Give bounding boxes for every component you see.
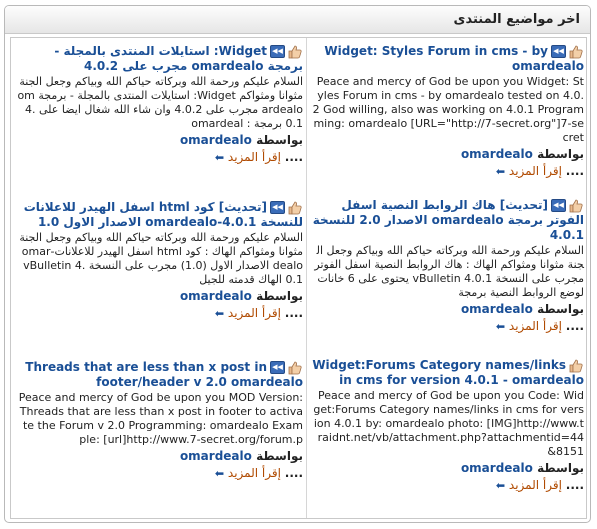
author-link[interactable]: omardealo xyxy=(179,449,252,463)
by-label: بواسطة xyxy=(537,461,584,475)
thumbs-up-icon xyxy=(568,199,584,213)
topic-item xyxy=(15,360,305,483)
read-more-row xyxy=(311,476,584,495)
topic-item xyxy=(15,44,305,167)
topic-byline xyxy=(17,448,303,464)
author-link[interactable]: omardealo xyxy=(179,133,252,147)
read-more-dots: .... xyxy=(565,164,584,178)
topic-byline xyxy=(311,146,584,162)
read-more-row xyxy=(311,317,584,336)
column-divider xyxy=(306,38,307,518)
latest-topics-panel xyxy=(4,5,591,523)
read-more-link[interactable]: إقرأ المزيد xyxy=(508,319,562,333)
topic-item xyxy=(309,358,586,495)
topic-byline xyxy=(17,288,303,304)
arrow-left-icon: ⬅ xyxy=(495,165,506,178)
arrow-left-icon: ⬅ xyxy=(495,320,506,333)
new-post-icon: ◀◀ xyxy=(270,201,285,214)
read-more-dots: .... xyxy=(284,306,303,320)
topic-title-link[interactable]: Widget: Styles Forum in cms - by omardealo xyxy=(324,44,584,73)
new-post-icon: ◀◀ xyxy=(270,361,285,374)
read-more-link[interactable]: إقرأ المزيد xyxy=(508,478,562,492)
thumbs-up-icon xyxy=(287,361,303,375)
read-more-dots: .... xyxy=(284,150,303,164)
new-post-icon: ◀◀ xyxy=(551,45,566,58)
topic-title-link[interactable]: [تحديث] هاك الروابط النصية اسفل الفوتر برمجة omardealo الاصدار 2.0 للنسخة 4.0.1 xyxy=(312,198,584,242)
topic-item xyxy=(309,198,586,336)
read-more-dots: .... xyxy=(565,319,584,333)
by-label: بواسطة xyxy=(256,449,303,463)
topic-item xyxy=(309,44,586,181)
topic-excerpt: Peace and mercy of God be upon you MOD Version: Threads that are less than x post in footer to activate the Forum v 2.0 Programming: omardealo Example: [url]http://www.7-secret.org/forum.p xyxy=(18,391,303,446)
arrow-left-icon: ⬅ xyxy=(214,151,225,164)
topics-grid xyxy=(10,37,587,519)
topic-byline xyxy=(311,460,584,476)
topic-title-link[interactable]: Widget:Forums Category names/links in cms for version 4.0.1 - omardealo xyxy=(312,358,584,387)
thumbs-up-icon xyxy=(287,201,303,215)
author-link[interactable]: omardealo xyxy=(460,461,533,475)
arrow-left-icon: ⬅ xyxy=(495,479,506,492)
read-more-link[interactable]: إقرأ المزيد xyxy=(227,306,281,320)
read-more-link[interactable]: إقرأ المزيد xyxy=(227,150,281,164)
topic-byline xyxy=(17,132,303,148)
read-more-link[interactable]: إقرأ المزيد xyxy=(227,466,281,480)
author-link[interactable]: omardealo xyxy=(460,302,533,316)
author-link[interactable]: omardealo xyxy=(179,289,252,303)
arrow-left-icon: ⬅ xyxy=(214,307,225,320)
thumbs-up-icon xyxy=(568,45,584,59)
by-label: بواسطة xyxy=(537,302,584,316)
topic-byline xyxy=(311,301,584,317)
thumbs-up-icon xyxy=(287,45,303,59)
by-label: بواسطة xyxy=(256,133,303,147)
new-post-icon: ◀◀ xyxy=(270,45,285,58)
topic-excerpt: Peace and mercy of God be upon you Widget: Styles Forum in cms - by omardealo tested on 4.0.2 God willing, also was working on 4.0.1 Programming: omardealo [URL="http://7-secret.org"]7-secret xyxy=(312,75,584,144)
topic-excerpt: Peace and mercy of God be upon you Code: Widget:Forums Category names/links in cms for version 4.0.1 by: omardealo photo: [IMG]http://www.traidnt.net/vb/attachment.php?attachmentid=448151& xyxy=(313,389,584,458)
by-label: بواسطة xyxy=(537,147,584,161)
read-more-row xyxy=(17,464,303,483)
topic-excerpt: السلام عليكم ورحمة الله وبركاته حياكم الله وبياكم وجعل الجنة مثوانا ومثواكم Widget: استايلات المنتدى بالمجلة - برمجة omardealo مجرب على 4.0.2 وان شاء الله شغال ايضا على 4.0.1 برمجة : omardeal xyxy=(17,75,303,130)
topic-title-link[interactable]: [تحديث] كود html اسفل الهيدر للاعلانات للنسخة 4.0.1-omardealo الاصدار الاول 1.0 xyxy=(23,200,303,229)
read-more-row xyxy=(311,162,584,181)
by-label: بواسطة xyxy=(256,289,303,303)
topic-title-link[interactable]: Widget: استايلات المنتدى بالمجلة - برمجة omardealo مجرب على 4.0.2 xyxy=(54,44,303,73)
topic-title-link[interactable]: Threads that are less than x post in footer/header v 2.0 omardealo xyxy=(25,360,303,389)
topic-excerpt: السلام عليكم ورحمة الله وبركاته حياكم الله وبياكم وجعل الجنة مثوانا ومثواكم الهاك : هاك الروابط النصية اسفل الفوتر مجرب على النسخة vBulletin 4.0.1 يحتوى على 6 خانات لوضع الروابط النصية برمجة xyxy=(314,244,584,299)
read-more-row xyxy=(17,148,303,167)
topic-excerpt: السلام عليكم ورحمة الله وبركاته حياكم الله وبياكم وجعل الجنة مثوانا ومثواكم الهاك : كود html اسفل الهيدر للاعلانات-omardealo الاصدار الاول (1.0) مجرب على النسخة vBulletin 4.0.1 الهاك قدمته للجيل xyxy=(19,231,303,286)
read-more-link[interactable]: إقرأ المزيد xyxy=(508,164,562,178)
thumbs-up-icon xyxy=(568,359,584,373)
read-more-dots: .... xyxy=(565,478,584,492)
topic-item xyxy=(15,200,305,323)
new-post-icon: ◀◀ xyxy=(551,199,566,212)
arrow-left-icon: ⬅ xyxy=(214,467,225,480)
panel-header: اخر مواضيع المنتدى xyxy=(5,6,590,34)
read-more-dots: .... xyxy=(284,466,303,480)
read-more-row xyxy=(17,304,303,323)
author-link[interactable]: omardealo xyxy=(460,147,533,161)
